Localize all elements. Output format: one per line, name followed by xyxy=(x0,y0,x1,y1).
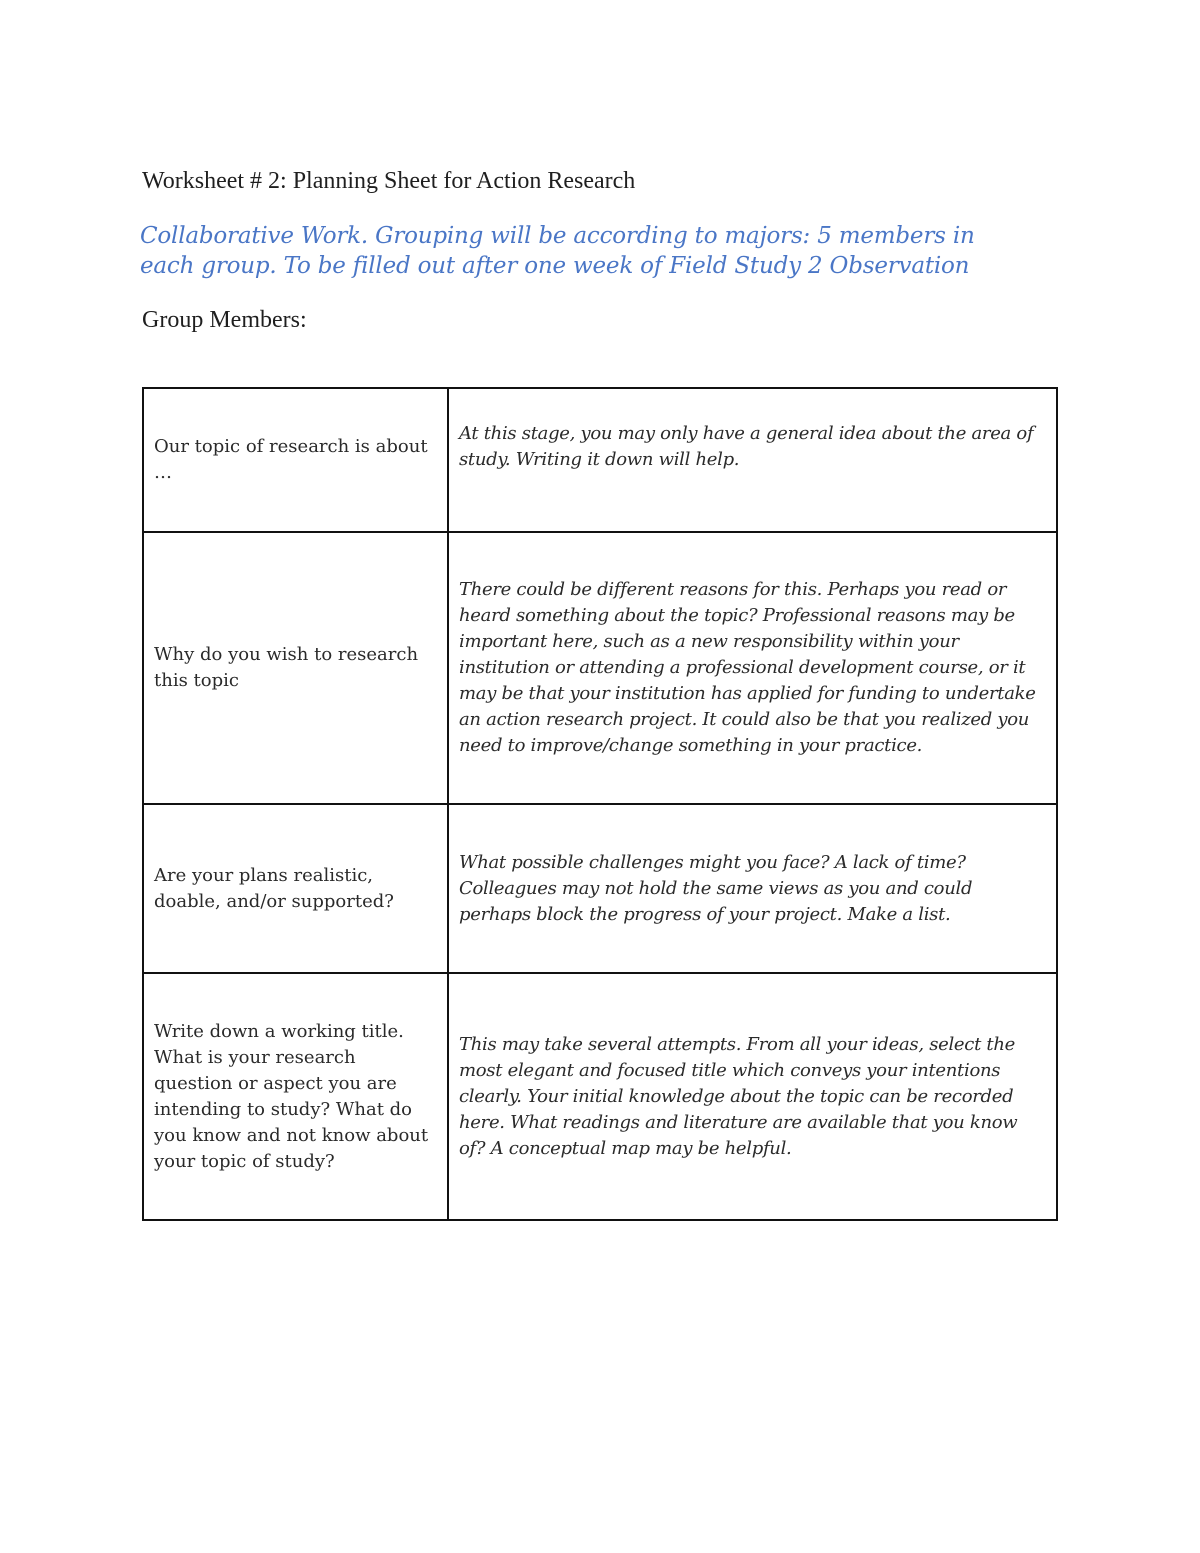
page-title: Worksheet # 2: Planning Sheet for Action Research xyxy=(142,168,636,194)
planning-table xyxy=(142,387,1058,1221)
group-members-label: Group Members: xyxy=(142,307,307,333)
guidance-cell: There could be different reasons for this. Perhaps you read or heard something about the topic? Professional reasons may be important here, such as a new responsibility within your institution or attending a professional development course, or it may be that your institution has applied for funding to undertake an action research project. It could also be that you realized you need to improve/change something in your practice. xyxy=(448,532,1057,804)
table-row xyxy=(143,973,1057,1220)
question-cell: Are your plans realistic, doable, and/or supported? xyxy=(143,804,448,973)
question-cell: Write down a working title. What is your research question or aspect you are intending to study? What do you know and not know about your topic of study? xyxy=(143,973,448,1220)
instructions-text: Collaborative Work. Grouping will be according to majors: 5 members in each group. To be filled out after one week of Field Study 2 Observation xyxy=(140,223,975,279)
question-cell: Our topic of research is about … xyxy=(143,388,448,532)
table-row xyxy=(143,804,1057,973)
table-row xyxy=(143,532,1057,804)
guidance-cell: What possible challenges might you face? A lack of time? Colleagues may not hold the same views as you and could perhaps block the progress of your project. Make a list. xyxy=(448,804,1057,973)
table-row xyxy=(143,388,1057,532)
question-cell: Why do you wish to research this topic xyxy=(143,532,448,804)
guidance-cell: At this stage, you may only have a general idea about the area of study. Writing it down will help. xyxy=(448,388,1057,532)
guidance-cell: This may take several attempts. From all your ideas, select the most elegant and focused title which conveys your intentions clearly. Your initial knowledge about the topic can be recorded here. What readings and literature are available that you know of? A conceptual map may be helpful. xyxy=(448,973,1057,1220)
